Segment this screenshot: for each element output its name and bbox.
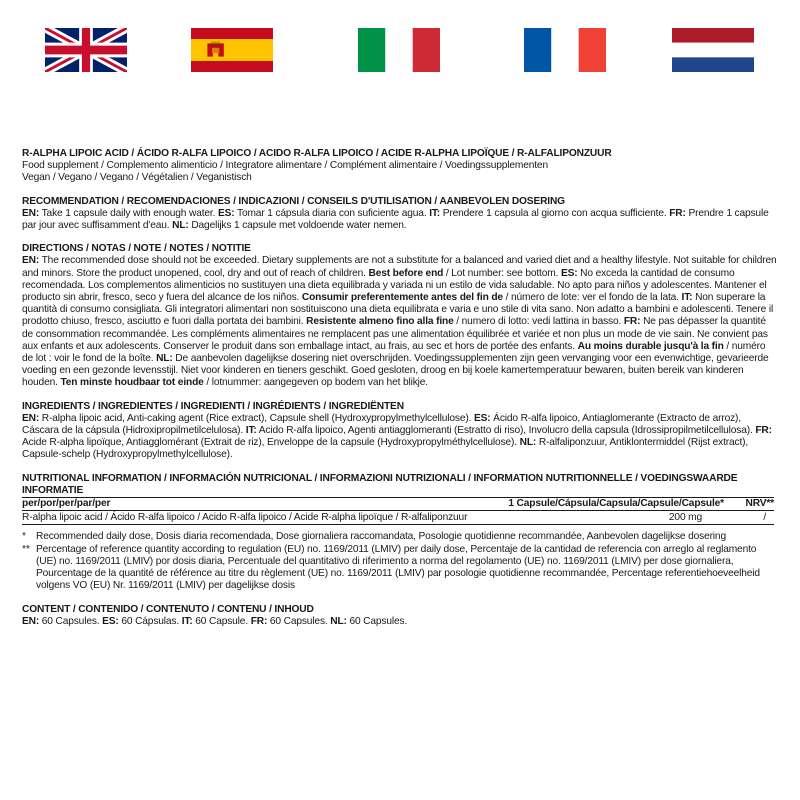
- dir-fr-bold: Au moins durable jusqu'à la fin: [577, 340, 724, 352]
- uk-flag-icon: [45, 28, 127, 72]
- footnote-1-mark: *: [22, 531, 26, 543]
- label-it: IT:: [681, 292, 693, 304]
- ing-it: Acido R-alfa lipoico, Agenti antiagglomeranti (Estratto di riso), Involucro della capsula (Idrossipropilmetilcellulosa).: [256, 425, 756, 437]
- label-nl: NL:: [330, 615, 347, 627]
- recommendation-text: [22, 208, 778, 232]
- content-nl: 60 Capsules.: [346, 615, 408, 627]
- directions-heading: DIRECTIONS / NOTAS / NOTE / NOTES / NOTITIE: [22, 243, 251, 255]
- dir-it-tail: / numero di lotto: vedi lattina in basso.: [453, 316, 624, 328]
- france-flag-icon: [524, 28, 606, 72]
- dir-nl: De aanbevolen dagelijkse dosering niet overschrijden. Voedingssupplementen zijn geen vervanging voor een evenwichtige, gevarieerde voeding en een gezonde levensstijl. Niet voor kinderen en tieners geschikt. Goed gesloten, droog en bij koele kamertemperatuur bewaren, buiten bereik van kinderen houden.: [22, 353, 769, 389]
- label-nl: NL:: [156, 353, 173, 365]
- capsule-column-header: 1 Capsule/Cápsula/Capsula/Capsule/Capsule*: [484, 498, 724, 511]
- product-label-text: [22, 148, 778, 639]
- recommendation-section: [22, 196, 778, 233]
- label-fr: FR:: [623, 316, 641, 328]
- food-supplement-line: Food supplement / Complemento alimenticio / Integratore alimentare / Complément alimentaire / Voedingssupplementen: [22, 160, 548, 172]
- rec-en: Take 1 capsule daily with enough water.: [39, 207, 218, 219]
- footnotes-section: [22, 531, 778, 592]
- table-row: [22, 511, 774, 525]
- dir-es-tail: / número de lote: ver el fondo de la lata.: [502, 292, 682, 304]
- rec-fr: Prendre 1 capsule par jour avec suffisamment d'eau.: [22, 207, 769, 232]
- dir-it: Non superare la quantità di consumo consigliata. Gli integratori alimentari non sostituiscono una dieta equilibrata e varia e uno stile di vita sano. Non adatto a bambini e adolescenti. Tenere il prodotto chiuso, fresco, asciutto e fuori dalla portata dei bambini.: [22, 292, 774, 328]
- footnote-1: [22, 531, 778, 543]
- rec-nl: Dagelijks 1 capsule met voldoende water nemen.: [188, 220, 407, 232]
- dir-en: The recommended dose should not be exceeded. Dietary supplements are not a substitute for a balanced and varied diet and a healthy lifestyle. Not suitable for children and minors. Store the product unopened, cool, dry and out of reach of children.: [22, 255, 777, 279]
- dir-fr: Ne pas dépasser la quantité de consommation recommandée. Les compléments alimentaires ne remplacent pas une alimentation équilibrée et variée et non plus un mode de vie sain. Ne convient pas aux enfants et aux adolescents. Conserver le produit dans son emballage intact, au frais, au sec et hors de portée des enfants.: [22, 316, 768, 352]
- ing-es: Ácido R-alfa lipoico, Antiaglomerante (Extracto de arroz), Cáscara de la cápsula (Hidroxipropilmetilcelulosa).: [22, 412, 741, 437]
- language-flags: [0, 28, 800, 72]
- label-fr: FR:: [250, 615, 268, 627]
- label-it: IT:: [429, 207, 441, 219]
- label-es: ES:: [560, 267, 578, 279]
- rec-es: Tomar 1 cápsula diaria con suficiente agua.: [234, 207, 430, 219]
- content-en: 60 Capsules.: [39, 615, 103, 627]
- nutrient-name: R-alpha lipoic acid / Ácido R-alfa lipoico / Acido R-alfa lipoico / Acide R-alpha lipoïque / R-alfaliponzuur: [22, 511, 484, 525]
- nutrient-nrv: /: [724, 511, 774, 525]
- label-fr: FR:: [669, 207, 686, 219]
- product-header: [22, 148, 778, 185]
- ing-en: R-alpha lipoic acid, Anti-caking agent (Rice extract), Capsule shell (Hydroxypropylmethylcellulose).: [39, 412, 474, 424]
- content-heading: CONTENT / CONTENIDO / CONTENUTO / CONTENU / INHOUD: [22, 603, 314, 615]
- product-title: R-ALPHA LIPOIC ACID / ÁCIDO R-ALFA LIPOICO / ACIDO R-ALFA LIPOICO / ACIDE R-ALPHA LIPOÏQUE / R-ALFALIPONZUUR: [22, 148, 612, 159]
- label-en: EN:: [22, 615, 40, 627]
- dir-en-tail: / Lot number: see bottom.: [443, 267, 561, 279]
- nutrition-table: [22, 473, 774, 526]
- label-es: ES:: [473, 412, 491, 424]
- ingredients-heading: INGREDIENTS / INGREDIENTES / INGREDIENTI / INGRÉDIENTS / INGREDIËNTEN: [22, 400, 404, 412]
- footnote-2-mark: **: [22, 543, 30, 555]
- recommendation-heading: RECOMMENDATION / RECOMENDACIONES / INDICAZIONI / CONSEILS D'UTILISATION / AANBEVOLEN DOSERING: [22, 195, 565, 207]
- netherlands-flag-icon: [672, 28, 754, 72]
- content-it: 60 Capsule.: [192, 615, 251, 627]
- footnote-2: [22, 544, 778, 593]
- nutrition-heading: NUTRITIONAL INFORMATION / INFORMACIÓN NUTRICIONAL / INFORMAZIONI NUTRIZIONALI / INFORMATION NUTRITIONNELLE / VOEDINGSWAARDE INFORMATIE: [22, 473, 774, 498]
- label-en: EN:: [22, 255, 40, 267]
- label-it: IT:: [245, 425, 257, 437]
- dir-fr-tail: / numéro de lot : voir le fond de la boîte.: [22, 340, 766, 365]
- content-section: [22, 604, 778, 628]
- vegan-line: Vegan / Vegano / Vegano / Végétalien / Veganistisch: [22, 172, 252, 184]
- content-text: [22, 616, 778, 628]
- rec-it: Prendere 1 capsula al giorno con acqua sufficiente.: [440, 207, 670, 219]
- per-label: per/por/per/par/per: [22, 498, 484, 511]
- content-es: 60 Cápsulas.: [118, 615, 182, 627]
- ing-fr: Acide R-alpha lipoïque, Antiagglomérant (Extrait de riz), Enveloppe de la capsule (Hydroxypropylméthylcellulose).: [22, 437, 520, 449]
- directions-text: [22, 255, 778, 389]
- footnote-1-text: Recommended daily dose, Dosis diaria recomendada, Dose giornaliera raccomandata, Posologie quotidienne recommandée, Aanbevolen dagelijkse dosering: [36, 531, 726, 543]
- directions-section: [22, 243, 778, 389]
- label-it: IT:: [181, 615, 193, 627]
- ingredients-section: [22, 401, 778, 462]
- label-en: EN:: [22, 412, 40, 424]
- nutrient-amount: 200 mg: [484, 511, 724, 525]
- spain-flag-icon: [191, 28, 273, 72]
- label-en: EN:: [22, 207, 40, 219]
- nutrition-section: [22, 473, 778, 526]
- dir-en-bold: Best before end: [368, 267, 444, 279]
- content-fr: 60 Capsules.: [267, 615, 331, 627]
- label-es: ES:: [102, 615, 119, 627]
- label-nl: NL:: [172, 220, 189, 232]
- label-nl: NL:: [519, 437, 537, 449]
- dir-es: No exceda la cantidad de consumo recomendada. Los complementos alimenticios no sustituyen una dieta equilibrada y variada ni un estilo de vida saludable. No apto para niños y adolescentes. Mantener el producto sin abrir, fresco, seco y fuera del alcance de los niños.: [22, 267, 767, 304]
- dir-nl-tail: / lotnummer: aangegeven op bodem van het blikje.: [203, 377, 428, 389]
- dir-es-bold: Consumir preferentemente antes del fin de: [301, 292, 503, 304]
- dir-it-bold: Resistente almeno fino alla fine: [306, 316, 454, 328]
- ing-nl: R-alfaliponzuur, Antiklontermiddel (Rijst extract), Capsule-schelp (Hydroxypropylmethylcellulose).: [22, 437, 749, 461]
- footnote-2-text: Percentage of reference quantity according to regulation (EU) no. 1169/2011 (LMIV) per daily dose, Percentaje de la cantidad de referencia con arreglo al reglamento (UE) no. 1169/2011 (LMIV) por dosis diaria, Percentuale del quantitativo di riferimento a norma del regolamento (UE) no. 1169/2011 (LMIV) per dose giornaliera, Pourcentage de la quantité de référence au titre du règlement (UE) no. 1169/2011 (LMIV) par posologie quotidienne recommandée, Percentage referentiehoeveelheid volgens VO (EU) Nr. 1169/2011 (LMIV) per dagelijkse dosis: [36, 543, 760, 592]
- italy-flag-icon: [358, 28, 440, 72]
- nrv-column-header: NRV**: [724, 498, 774, 511]
- label-fr: FR:: [755, 425, 772, 437]
- label-es: ES:: [217, 207, 235, 219]
- dir-nl-bold: Ten minste houdbaar tot einde: [60, 377, 204, 389]
- ingredients-text: [22, 413, 778, 462]
